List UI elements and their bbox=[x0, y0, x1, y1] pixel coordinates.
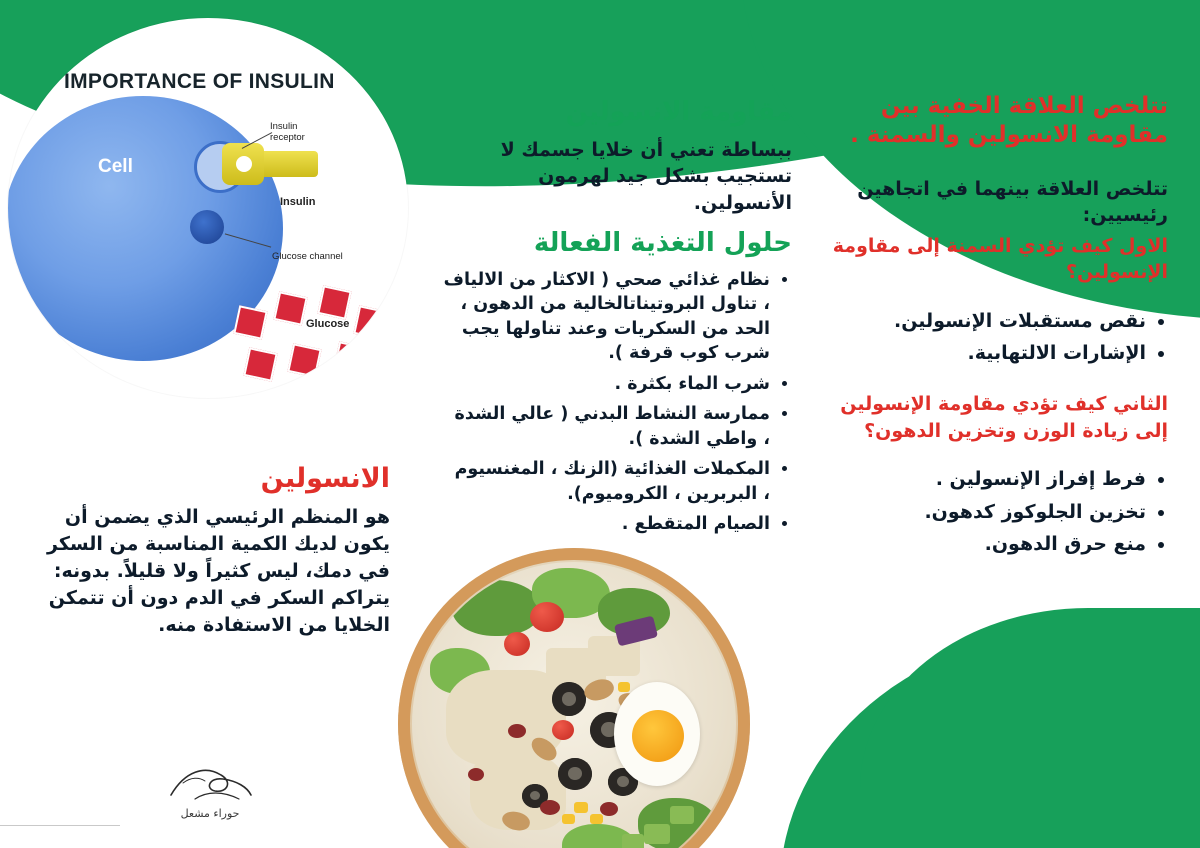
relation-intro: تتلخص العلاقة بينهما في اتجاهين رئيسيين: bbox=[857, 177, 1168, 227]
insulin-label: Insulin bbox=[280, 196, 316, 208]
list-item: • فرط إفراز الإنسولين . bbox=[818, 466, 1146, 493]
insulin-body: هو المنظم الرئيسي الذي يضمن أن يكون لديك الكمية المناسبة من السكر في دمك، ليس كثيراً ولا قليلاً. بدونه: يتراكم السكر في الدم دون أن تتمكن الخلايا من الاستفادة منه. bbox=[47, 505, 390, 636]
illustration-title: IMPORTANCE OF INSULIN bbox=[64, 70, 335, 93]
list-item: • الإشارات الالتهابية. bbox=[818, 340, 1146, 367]
insulin-heading: الانسولين bbox=[260, 463, 390, 494]
list-item: • المكملات الغذائية (الزنك ، المغنسيوم ، البربرين ، الكروميوم). bbox=[442, 457, 770, 506]
signature-rule bbox=[0, 825, 120, 826]
green-bottom-shape-secondary bbox=[860, 608, 1200, 848]
relation-second-heading: الثاني كيف تؤدي مقاومة الإنسولين إلى زيادة الوزن وتخزين الدهون؟ bbox=[840, 393, 1168, 442]
glucose-molecules bbox=[236, 286, 386, 386]
list-item: • نظام غذائي صحي ( الاكثار من الالياف ، تناول البروتيناتالخالية من الدهون ، الحد من السكريات وعند تناولها يجب شرب كوب قرفة ). bbox=[442, 268, 770, 366]
relation-heading: تتلخص العلاقة الخفية بين مقاومة الانسولين والسمنة . bbox=[850, 93, 1168, 148]
middle-column bbox=[442, 96, 792, 543]
glucose-channel-icon bbox=[190, 210, 224, 244]
right-column bbox=[818, 92, 1168, 564]
relation-first-list bbox=[818, 308, 1168, 367]
resistance-body: ببساطة تعني أن خلايا جسمك لا تستجيب بشكل جيد لهرمون الأنسولين. bbox=[500, 138, 792, 215]
signature bbox=[110, 761, 310, 820]
insulin-illustration bbox=[8, 18, 408, 398]
list-item: • منع حرق الدهون. bbox=[818, 531, 1146, 558]
list-item: • شرب الماء بكثرة . bbox=[442, 372, 770, 397]
glucose-channel-label: Glucose channel bbox=[272, 251, 343, 262]
list-item: • نقص مستقبلات الإنسولين. bbox=[818, 308, 1146, 335]
resistance-heading: مقاومة الانسولين bbox=[565, 97, 792, 127]
insulin-receptor-label: Insulin receptor bbox=[270, 121, 305, 143]
nutrition-list bbox=[442, 268, 792, 537]
list-item: • تخزين الجلوكوز كدهون. bbox=[818, 499, 1146, 526]
list-item: • الصيام المتقطع . bbox=[442, 512, 770, 537]
signature-mark bbox=[165, 761, 255, 805]
salad-bowl-image bbox=[398, 548, 758, 848]
list-item: • ممارسة النشاط البدني ( عالي الشدة ، واطي الشدة ). bbox=[442, 402, 770, 451]
insulin-key-icon bbox=[222, 143, 318, 187]
glucose-label: Glucose bbox=[306, 318, 350, 330]
relation-first-heading: الاول كيف تؤدي السمنة إلى مقاومة الإنسولين؟ bbox=[832, 234, 1168, 284]
relation-second-list bbox=[818, 466, 1168, 558]
insulin-section bbox=[40, 462, 390, 649]
cell-label: Cell bbox=[98, 156, 133, 177]
signature-name: حوراء مشعل bbox=[180, 807, 240, 820]
nutrition-heading: حلول التغذية الفعالة bbox=[533, 228, 792, 259]
